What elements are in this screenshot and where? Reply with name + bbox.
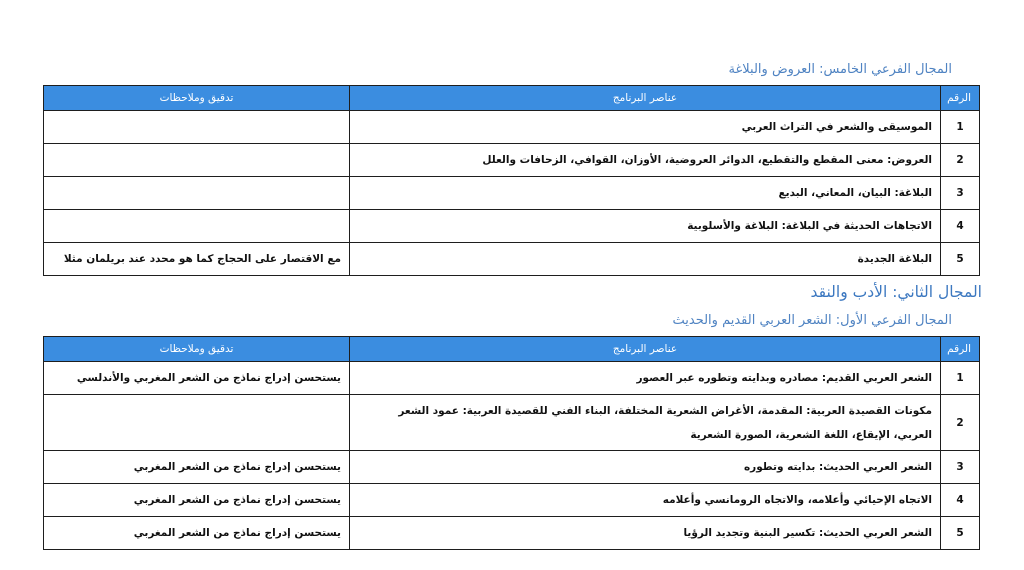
row-note [44, 144, 350, 177]
table-header-row [44, 337, 980, 362]
row-number: 3 [941, 177, 980, 210]
table-row [44, 243, 980, 276]
table-row [44, 177, 980, 210]
row-note: يستحسن إدراج نماذج من الشعر المغربي والأندلسي [44, 362, 350, 395]
program-item: الاتجاهات الحديثة في البلاغة: البلاغة والأسلوبية [350, 210, 941, 243]
table-row [44, 451, 980, 484]
header-items: عناصر البرنامج [350, 337, 941, 362]
header-num: الرقم [941, 86, 980, 111]
program-item: الشعر العربي الحديث: تكسير البنية وتجديد الرؤيا [350, 517, 941, 550]
program-item: البلاغة الجديدة [350, 243, 941, 276]
header-notes: تدقيق وملاحظات [44, 337, 350, 362]
section1-subheading: المجال الفرعي الخامس: العروض والبلاغة [728, 62, 952, 77]
section2-subheading: المجال الفرعي الأول: الشعر العربي القديم والحديث [672, 313, 952, 328]
section1-table [43, 85, 980, 276]
row-note: يستحسن إدراج نماذج من الشعر المغربي [44, 484, 350, 517]
row-note: يستحسن إدراج نماذج من الشعر المغربي [44, 451, 350, 484]
program-item: مكونات القصيدة العربية: المقدمة، الأغراض الشعرية المختلفة، البناء الفني للقصيدة العربية: عمود الشعر العربي، الإيقاع، اللغة الشعرية، الصورة الشعرية [350, 395, 941, 451]
row-number: 4 [941, 484, 980, 517]
row-note [44, 210, 350, 243]
row-note [44, 111, 350, 144]
program-item: الاتجاه الإحيائي وأعلامه، والاتجاه الرومانسي وأعلامه [350, 484, 941, 517]
row-note: مع الاقتصار على الحجاج كما هو محدد عند بريلمان مثلا [44, 243, 350, 276]
table-row [44, 362, 980, 395]
row-number: 4 [941, 210, 980, 243]
table-row [44, 210, 980, 243]
row-number: 2 [941, 144, 980, 177]
program-item: الشعر العربي القديم: مصادره وبدايته وتطوره عبر العصور [350, 362, 941, 395]
program-item: الموسيقى والشعر في التراث العربي [350, 111, 941, 144]
row-number: 3 [941, 451, 980, 484]
row-number: 5 [941, 517, 980, 550]
table-row [44, 144, 980, 177]
row-number: 1 [941, 362, 980, 395]
row-number: 1 [941, 111, 980, 144]
row-number: 5 [941, 243, 980, 276]
program-item: الشعر العربي الحديث: بدايته وتطوره [350, 451, 941, 484]
table-row [44, 111, 980, 144]
header-notes: تدقيق وملاحظات [44, 86, 350, 111]
header-items: عناصر البرنامج [350, 86, 941, 111]
program-item: العروض: معنى المقطع والتقطيع، الدوائر العروضية، الأوزان، القوافي، الزحافات والعلل [350, 144, 941, 177]
table-row [44, 395, 980, 451]
row-note [44, 395, 350, 451]
section2-table [43, 336, 980, 550]
header-num: الرقم [941, 337, 980, 362]
row-number: 2 [941, 395, 980, 451]
table-row [44, 517, 980, 550]
table-row [44, 484, 980, 517]
table-header-row [44, 86, 980, 111]
section2-heading: المجال الثاني: الأدب والنقد [810, 283, 982, 301]
row-note: يستحسن إدراج نماذج من الشعر المغربي [44, 517, 350, 550]
program-item: البلاغة: البيان، المعاني، البديع [350, 177, 941, 210]
row-note [44, 177, 350, 210]
